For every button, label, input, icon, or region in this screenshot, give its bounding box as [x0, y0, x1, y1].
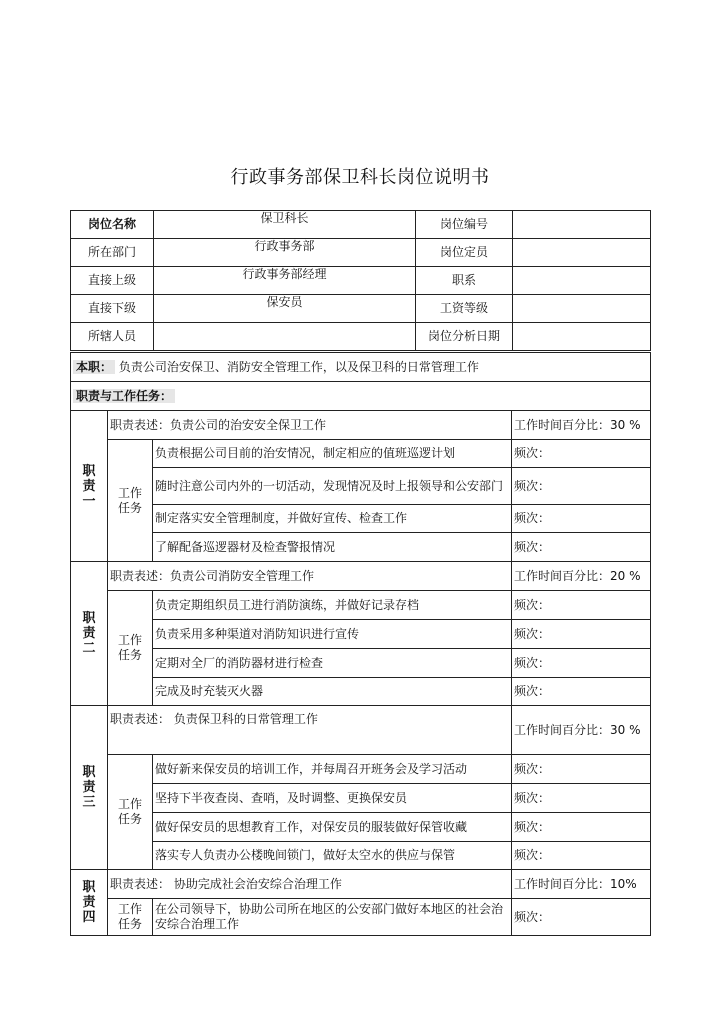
info-row: [71, 295, 651, 323]
task-text: 随时注意公司内外的一切活动，发现情况及时上报领导和公安部门: [153, 468, 512, 505]
duty-statement: 职责表述： 负责保卫科的日常管理工作: [108, 706, 512, 755]
task-text: 定期对全厂的消防器材进行检查: [153, 649, 512, 678]
frequency-label: 频次：: [512, 649, 651, 678]
frequency-label: 频次：: [512, 591, 651, 620]
task-text: 负责根据公司目前的治安情况，制定相应的值班巡逻计划: [153, 440, 512, 468]
task-text: 做好新来保安员的培训工作，并每周召开班务会及学习活动: [153, 755, 512, 784]
time-ratio: 工作时间百分比：30 %: [512, 411, 651, 440]
info-value: [513, 295, 651, 323]
section-title: 职责与工作任务：: [73, 389, 175, 403]
info-row: [71, 211, 651, 239]
frequency-label: 频次：: [512, 533, 651, 562]
main-duty-text: 负责公司治安保卫、消防安全管理工作，以及保卫科的日常管理工作: [118, 359, 479, 374]
task-text: 坚持下半夜查岗、查哨，及时调整、更换保安员: [153, 784, 512, 813]
task-row: [71, 899, 651, 936]
task-text: 做好保安员的思想教育工作，对保安员的服装做好保管收藏: [153, 813, 512, 842]
task-row: [71, 620, 651, 649]
task-label: 工作 任务: [108, 755, 153, 870]
frequency-label: 频次：: [512, 813, 651, 842]
time-ratio: 工作时间百分比：20 %: [512, 562, 651, 591]
info-value: 保卫科长: [154, 211, 416, 239]
task-row: [71, 813, 651, 842]
task-row: [71, 755, 651, 784]
duty-name: 职 责 一: [71, 411, 108, 562]
section-title-row: [71, 382, 651, 411]
info-label: 直接下级: [71, 295, 154, 323]
main-duty-table: [70, 352, 651, 411]
time-ratio: 工作时间百分比：30 %: [512, 706, 651, 755]
info-value: 保安员: [154, 295, 416, 323]
frequency-label: 频次：: [512, 678, 651, 706]
info-label: 岗位分析日期: [416, 323, 513, 351]
task-text: 负责定期组织员工进行消防演练，并做好记录存档: [153, 591, 512, 620]
duty-header-row: [71, 706, 651, 755]
duty-statement: 职责表述：负责公司的治安安全保卫工作: [108, 411, 512, 440]
task-row: [71, 678, 651, 706]
info-label: 所辖人员: [71, 323, 154, 351]
info-value: [513, 211, 651, 239]
duty-header-row: [71, 562, 651, 591]
frequency-label: 频次：: [512, 440, 651, 468]
info-label: 工资等级: [416, 295, 513, 323]
duty-header-row: [71, 870, 651, 899]
info-value: [513, 239, 651, 267]
task-row: [71, 468, 651, 505]
frequency-label: 频次：: [512, 899, 651, 936]
task-row: [71, 649, 651, 678]
duty-statement: 职责表述： 协助完成社会治安综合治理工作: [108, 870, 512, 899]
task-label: 工作 任务: [108, 591, 153, 706]
info-value: 行政事务部: [154, 239, 416, 267]
duties-table: [70, 410, 651, 936]
task-label: 工作 任务: [108, 440, 153, 562]
task-text: 落实专人负责办公楼晚间锁门，做好太空水的供应与保管: [153, 842, 512, 870]
task-row: [71, 842, 651, 870]
main-duty-label: 本职：: [73, 360, 115, 374]
task-row: [71, 533, 651, 562]
frequency-label: 频次：: [512, 620, 651, 649]
task-text: 完成及时充装灭火器: [153, 678, 512, 706]
frequency-label: 频次：: [512, 755, 651, 784]
info-value: [513, 267, 651, 295]
info-row: [71, 267, 651, 295]
info-row: [71, 323, 651, 351]
task-row: [71, 505, 651, 533]
task-text: 了解配备巡逻器材及检查警报情况: [153, 533, 512, 562]
task-row: [71, 591, 651, 620]
duty-name: 职 责 三: [71, 706, 108, 870]
frequency-label: 频次：: [512, 468, 651, 505]
task-row: [71, 784, 651, 813]
info-value: [154, 323, 416, 351]
duty-name: 职 责 四: [71, 870, 108, 936]
info-label: 职系: [416, 267, 513, 295]
frequency-label: 频次：: [512, 784, 651, 813]
task-row: [71, 440, 651, 468]
main-duty-row: [71, 353, 651, 382]
frequency-label: 频次：: [512, 505, 651, 533]
duty-header-row: [71, 411, 651, 440]
document-title: 行政事务部保卫科长岗位说明书: [230, 167, 490, 188]
task-text: 在公司领导下，协助公司所在地区的公安部门做好本地区的社会治安综合治理工作: [153, 899, 512, 936]
task-text: 负责采用多种渠道对消防知识进行宣传: [153, 620, 512, 649]
task-label: 工作 任务: [108, 899, 153, 936]
info-label: 岗位编号: [416, 211, 513, 239]
info-label: 岗位定员: [416, 239, 513, 267]
duty-statement: 职责表述：负责公司消防安全管理工作: [108, 562, 512, 591]
info-value: 行政事务部经理: [154, 267, 416, 295]
info-label: 所在部门: [71, 239, 154, 267]
info-label: 岗位名称: [71, 211, 154, 239]
duty-name: 职 责 二: [71, 562, 108, 706]
basic-info-table: [70, 210, 651, 351]
info-value: [513, 323, 651, 351]
info-label: 直接上级: [71, 267, 154, 295]
info-row: [71, 239, 651, 267]
time-ratio: 工作时间百分比：10%: [512, 870, 651, 899]
frequency-label: 频次：: [512, 842, 651, 870]
task-text: 制定落实安全管理制度，并做好宣传、检查工作: [153, 505, 512, 533]
